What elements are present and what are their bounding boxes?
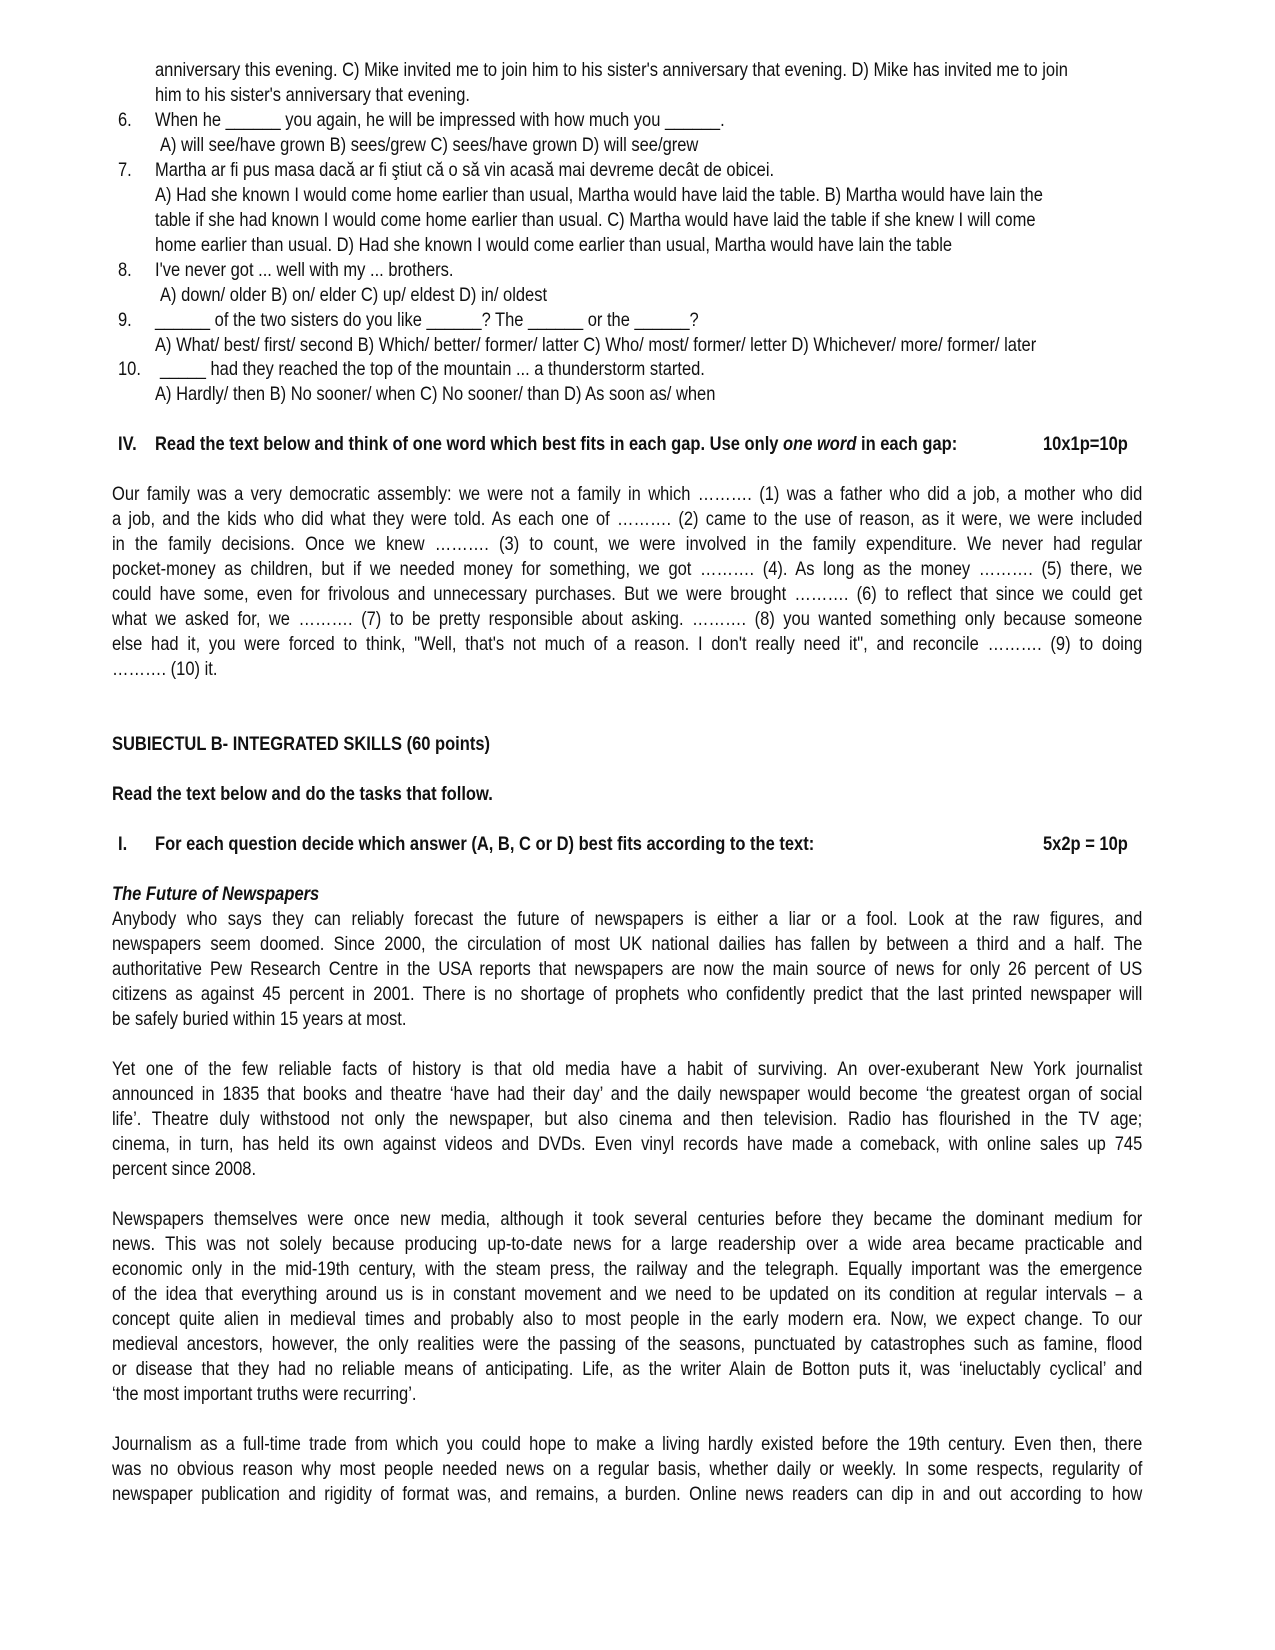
article-p3-line-6: medieval ancestors, however, the only realities were the passing of the seasons, punctuated by catastrophes such as famine, flood: [112, 1334, 1143, 1355]
q7-options-line-2: table if she had known I would come home earlier than usual. C) Martha would have laid the table if she knew I will come: [155, 210, 1036, 231]
q9-number: 9.: [118, 310, 132, 331]
q6-text: When he ______ you again, he will be impressed with how much you ______.: [155, 110, 725, 131]
q7-number: 7.: [118, 160, 132, 181]
q9-options: A) What/ best/ first/ second B) Which/ better/ former/ latter C) Who/ most/ former/ letter D) Whichever/ more/ former/ later: [155, 335, 1037, 356]
gap-text-line-3: in the family decisions. Once we knew ………. (3) to count, we were involved in the family expenditure. We never had regular: [112, 534, 1143, 555]
article-p3-line-5: concept quite alien in medieval times and probably also to most people in the early modern era. Now, we expect change. To our: [112, 1309, 1143, 1330]
q7-options-line-1: A) Had she known I would come home earlier than usual, Martha would have laid the table. B) Martha would have lain the: [155, 185, 1043, 206]
q7-text: Martha ar fi pus masa dacă ar fi ştiut că o să vin acasă mai devreme decât de obicei.: [155, 160, 775, 181]
q8-number: 8.: [118, 260, 132, 281]
task-i-instruction: For each question decide which answer (A, B, C or D) best fits according to the text:: [155, 834, 815, 855]
q9-text: ______ of the two sisters do you like ______? The ______ or the ______?: [155, 310, 699, 331]
gap-text-line-1: Our family was a very democratic assembly: we were not a family in which ………. (1) was a father who did a job, a mother who did: [112, 484, 1143, 505]
subject-b-heading: SUBIECTUL B- INTEGRATED SKILLS (60 points): [112, 734, 491, 755]
article-p1-line-1: Anybody who says they can reliably forecast the future of newspapers is either a liar or a fool. Look at the raw figures, and: [112, 909, 1143, 930]
article-p2-line-1: Yet one of the few reliable facts of history is that old media have a habit of surviving. An over-exuberant New York journalist: [112, 1059, 1143, 1080]
task-i-number: I.: [118, 834, 128, 855]
article-p3-line-4: of the idea that everything around us is in constant movement and we need to be updated on its condition at regular intervals – a: [112, 1284, 1143, 1305]
gap-text-line-6: what we asked for, we ………. (7) to be pretty responsible about asking. ………. (8) you wanted something only because someone: [112, 609, 1143, 630]
subject-b-subheading: Read the text below and do the tasks that follow.: [112, 784, 493, 805]
section-iv-number: IV.: [118, 434, 137, 455]
q7-options-line-3: home earlier than usual. D) Had she known I would come earlier than usual, Martha would have lain the table: [155, 235, 953, 256]
gap-text-line-7: else had it, you were forced to think, "Well, that's not much of a reason. I don't really need it", and reconcile ………. (9) to doing: [112, 634, 1143, 655]
article-title: The Future of Newspapers: [112, 884, 320, 905]
section-iv-instruction-part-1: Read the text below and think of one word which best fits in each gap. Use only: [155, 434, 784, 455]
q8-options: A) down/ older B) on/ elder C) up/ eldest D) in/ oldest: [160, 285, 548, 306]
q6-number: 6.: [118, 110, 132, 131]
article-p2-line-2: announced in 1835 that books and theatre ‘have had their day’ and the daily newspaper would become ‘the greatest organ of social: [112, 1084, 1143, 1105]
section-iv-instruction: [155, 432, 957, 458]
gap-text-line-8: ………. (10) it.: [112, 659, 218, 680]
article-p1-line-2: newspapers seem doomed. Since 2000, the circulation of most UK national dailies has fallen by between a third and a half. The: [112, 934, 1143, 955]
section-iv-instruction-emphasis: one word: [783, 434, 857, 455]
article-p3-line-1: Newspapers themselves were once new media, although it took several centuries before they became the dominant medium for: [112, 1209, 1143, 1230]
article-p2-line-5: percent since 2008.: [112, 1159, 257, 1180]
article-p1-line-5: be safely buried within 15 years at most.: [112, 1009, 407, 1030]
gap-text-line-5: could have some, even for frivolous and unnecessary purchases. But we were brought ………. (6) to reflect that since we could get: [112, 584, 1143, 605]
q10-text: _____ had they reached the top of the mountain ... a thunderstorm started.: [160, 359, 705, 380]
article-p2-line-4: cinema, in turn, has held its own against videos and DVDs. Even vinyl records have made a comeback, with online sales up 745: [112, 1134, 1143, 1155]
q5-continuation-line-1: anniversary this evening. C) Mike invited me to join him to his sister's anniversary that evening. D) Mike has invited me to join: [155, 60, 1068, 81]
q10-number: 10.: [118, 359, 141, 380]
task-i-points: 5x2p = 10p: [1043, 834, 1128, 855]
article-p3-line-7: or disease that they had no reliable means of anticipating. Life, as the writer Alain de Botton puts it, was ‘ineluctably cyclical’ and: [112, 1359, 1143, 1380]
article-p1-line-3: authoritative Pew Research Centre in the USA reports that newspapers are now the main source of news for only 26 percent of US: [112, 959, 1143, 980]
article-p3-line-2: news. This was not solely because producing up-to-date news for a large readership over a wide area became practicable and: [112, 1234, 1143, 1255]
gap-text-line-2: a job, and the kids who did what they were told. As each one of ………. (2) came to the use of reason, as it were, we were included: [112, 509, 1143, 530]
q5-continuation-line-2: him to his sister's anniversary that evening.: [155, 85, 470, 106]
article-p4-line-1: Journalism as a full-time trade from which you could hope to make a living hardly existed before the 19th century. Even then, there: [112, 1434, 1143, 1455]
q8-text: I've never got ... well with my ... brothers.: [155, 260, 454, 281]
article-p1-line-4: citizens as against 45 percent in 2001. There is no shortage of prophets who confidently predict that the last printed newspaper will: [112, 984, 1143, 1005]
section-iv-points: 10x1p=10p: [1043, 434, 1128, 455]
article-p4-line-2: was no obvious reason why most people needed news on a regular basis, whether daily or weekly. In some respects, regularity of: [112, 1459, 1143, 1480]
article-p2-line-3: life’. Theatre duly withstood not only the newspaper, but also cinema and then television. Radio has flourished in the TV age;: [112, 1109, 1143, 1130]
article-p4-line-3: newspaper publication and rigidity of format was, and remains, a burden. Online news readers can dip in and out according to how: [112, 1484, 1143, 1505]
q10-options: A) Hardly/ then B) No sooner/ when C) No sooner/ than D) As soon as/ when: [155, 384, 716, 405]
article-p3-line-3: economic only in the mid-19th century, with the steam press, the railway and the telegraph. Equally important was the emergence: [112, 1259, 1143, 1280]
section-iv-instruction-part-2: in each gap:: [856, 434, 958, 455]
article-p3-line-8: ‘the most important truths were recurring’.: [112, 1384, 417, 1405]
q6-options: A) will see/have grown B) sees/grew C) sees/have grown D) will see/grew: [160, 135, 699, 156]
gap-text-line-4: pocket-money as children, but if we needed money for something, we got ………. (4). As long as the money ………. (5) there, we: [112, 559, 1143, 580]
